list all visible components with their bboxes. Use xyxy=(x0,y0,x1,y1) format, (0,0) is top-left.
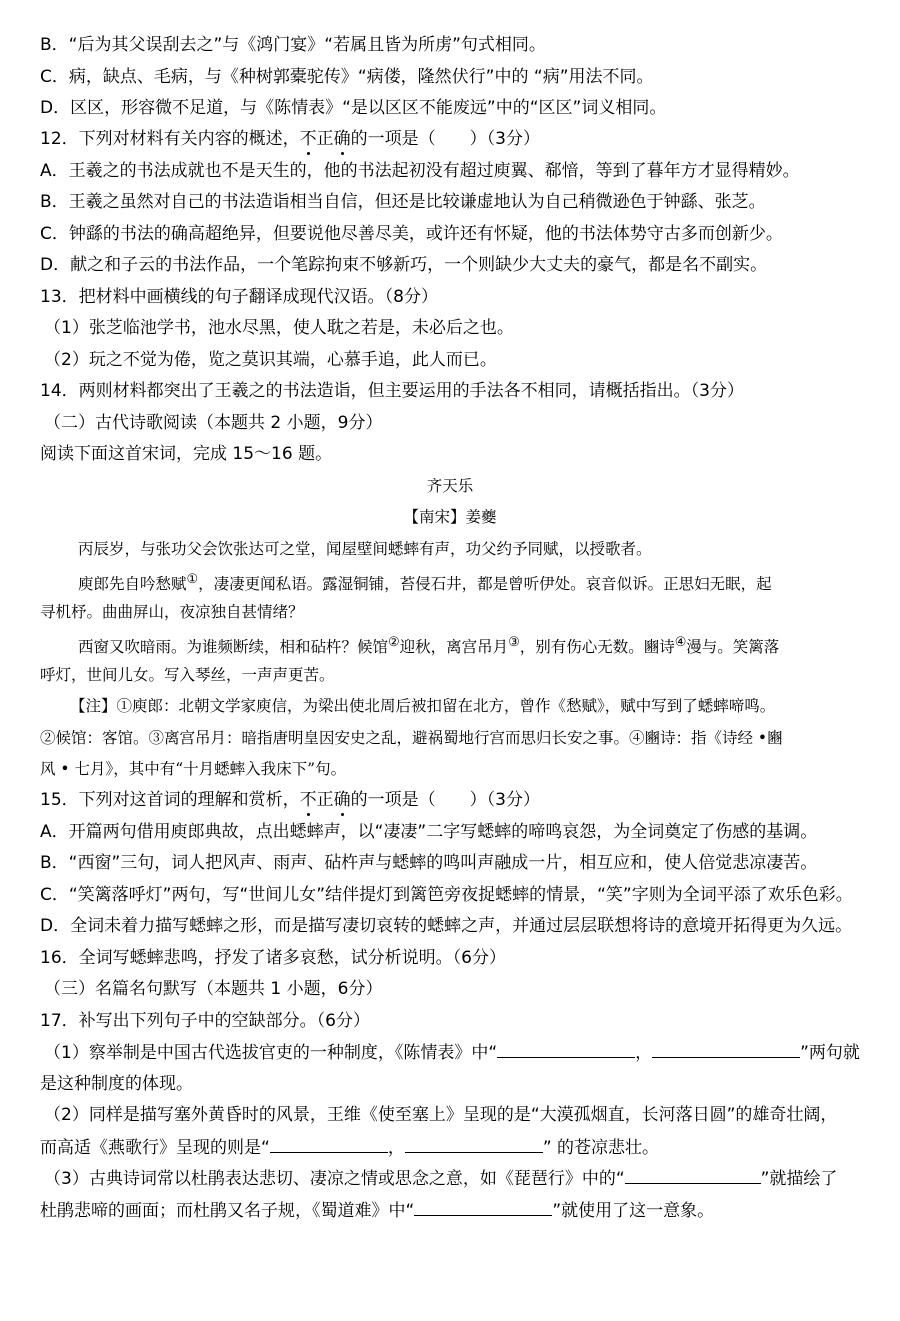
answer-blank[interactable] xyxy=(497,1041,635,1058)
option-12d: D．献之和子云的书法作品，一个笔踪拘束不够新巧，一个则缺少大丈夫的豪气，都是名不副实。 xyxy=(40,255,768,275)
question-14: 14．两则材料都突出了王羲之的书法造诣，但主要运用的手法各不相同，请概括指出。（3分） xyxy=(40,381,744,401)
question-12-text-mid: 正 xyxy=(316,129,334,149)
question-15 xyxy=(40,789,870,811)
poem-line: 寻机杼。曲曲屏山，夜凉独自甚情绪？ xyxy=(40,603,304,621)
poem-line xyxy=(78,569,900,595)
question-12-text: 12．下列对材料有关内容的概述， xyxy=(40,129,300,149)
poem-text: 西窗又吹暗雨。为谁频断续，相和砧杵？候馆 xyxy=(78,638,389,657)
emphasis-dot-char: 确 xyxy=(333,790,351,810)
poem-note: 风 • 七月》，其中有“十月蟋蟀入我床下”句。 xyxy=(40,760,347,778)
question-17-item-1-cont: 是这种制度的体现。 xyxy=(40,1074,193,1094)
section-heading-poetry: （二）古代诗歌阅读（本题共 2 小题，9分） xyxy=(44,413,383,433)
item-text: （3）古典诗词常以杜鹃表达悲切、凄凉之情或思念之意，如《琵琶行》中的“ xyxy=(44,1169,625,1189)
poem-text: ，凄凄更闻私语。露湿铜铺，苔侵石井，都是曾听伊处。哀音似诉。正思妇无眠，起 xyxy=(198,575,772,594)
question-12-text-post: 的一项是（ ）（3分） xyxy=(350,129,540,149)
emphasis-dot-char: 不 xyxy=(299,790,317,810)
question-16: 16．全词写蟋蟀悲鸣，抒发了诸多哀愁，试分析说明。（6分） xyxy=(40,948,506,968)
question-13-item-1: （1）张芝临池学书，池水尽黑，使人耽之若是，未必后之也。 xyxy=(44,318,514,338)
poem-note: ②候馆：客馆。③离宫吊月：暗指唐明皇因安史之乱，避祸蜀地行宫而思归长安之事。④豳诗：指《诗经 •豳 xyxy=(40,729,783,747)
poem-note: 【注】①庾郎：北朝文学家庾信，为梁出使北周后被扣留在北方，曾作《愁赋》，赋中写到了蟋蟀啼鸣。 xyxy=(70,697,776,715)
question-15-text-post: 的一项是（ ）（3分） xyxy=(350,790,540,810)
footnote-mark: ③ xyxy=(508,635,520,650)
answer-blank[interactable] xyxy=(405,1136,543,1153)
question-13: 13．把材料中画横线的句子翻译成现代汉语。（8分） xyxy=(40,287,438,307)
item-text: （1）察举制是中国古代选拔官吏的一种制度，《陈情表》中“ xyxy=(44,1043,498,1063)
item-text: ， xyxy=(635,1043,653,1063)
item-text: ， xyxy=(387,1138,405,1158)
section-heading-recitation: （三）名篇名句默写（本题共 1 小题，6分） xyxy=(44,979,383,999)
option-11d: D．区区，形容微不足道，与《陈情表》“是以区区不能废远”中的“区区”词义相同。 xyxy=(40,98,667,118)
question-12 xyxy=(40,128,870,150)
poem-preface: 丙辰岁，与张功父会饮张达可之堂，闻屋壁间蟋蟀有声，功父约予同赋，以授歌者。 xyxy=(78,540,652,558)
option-15a: A．开篇两句借用庾郎典故，点出蟋蟀声，以“凄凄”二字写蟋蟀的啼鸣哀怨，为全词奠定了伤感的基调。 xyxy=(40,822,818,842)
poem-text: ，别有伤心无数。豳诗 xyxy=(519,638,675,657)
item-text: ”就描绘了 xyxy=(760,1169,838,1189)
poem-line xyxy=(78,632,900,658)
emphasis-dot-char: 不 xyxy=(299,129,317,149)
option-15c: C．“笑篱落呼灯”两句，写“世间儿女”结伴提灯到篱笆旁夜捉蟋蟀的情景，“笑”字则为全词平添了欢乐色彩。 xyxy=(40,885,853,905)
question-13-item-2: （2）玩之不觉为倦，览之莫识其端，心慕手追，此人而已。 xyxy=(44,350,497,370)
question-17-item-2: （2）同样是描写塞外黄昏时的风景，王维《使至塞上》呈现的是“大漠孤烟直，长河落日圆”的雄奇壮阔， xyxy=(44,1105,838,1125)
item-text: 而高适《燕歌行》呈现的则是“ xyxy=(40,1138,270,1158)
question-15-text: 15．下列对这首词的理解和赏析， xyxy=(40,790,300,810)
item-text: ”两句就 xyxy=(800,1043,860,1063)
footnote-mark: ① xyxy=(186,572,199,587)
footnote-mark: ④ xyxy=(674,635,687,650)
option-15d: D．全词未着力描写蟋蟀之形，而是描写凄切哀转的蟋蟀之声，并通过层层联想将诗的意境开拓得更为久远。 xyxy=(40,916,853,936)
option-11c: C．病，缺点、毛病，与《种树郭橐驼传》“病偻，隆然伏行”中的 “病”用法不同。 xyxy=(40,67,654,87)
option-12c: C．钟繇的书法的确高超绝异，但要说他尽善尽美，或许还有怀疑，他的书法体势守古多而创新少。 xyxy=(40,224,783,244)
emphasis-dot-char: 确 xyxy=(333,129,351,149)
option-11b: B．“后为其父误刮去之”与《鸿门宴》“若属且皆为所虏”句式相同。 xyxy=(40,35,546,55)
answer-blank[interactable] xyxy=(414,1199,552,1216)
question-17-item-2-cont xyxy=(40,1136,870,1159)
poem-line: 呼灯，世间儿女。写入琴丝，一声声更苦。 xyxy=(40,666,335,684)
option-12a: A．王羲之的书法成就也不是天生的，他的书法起初没有超过庾翼、郗愔，等到了暮年方才显得精妙。 xyxy=(40,161,800,181)
question-17-item-3-cont xyxy=(40,1199,870,1222)
poem-text: 迎秋，离宫吊月 xyxy=(399,638,509,657)
answer-blank[interactable] xyxy=(270,1136,388,1153)
question-17-item-1 xyxy=(44,1041,874,1064)
poem-text: 漫与。笑篱落 xyxy=(686,638,780,657)
question-17: 17．补写出下列句子中的空缺部分。（6分） xyxy=(40,1011,370,1031)
question-17-item-3 xyxy=(44,1167,874,1190)
poem-author: 【南宋】姜夔 xyxy=(403,508,497,526)
poem-text: 庾郎先自吟愁赋 xyxy=(78,575,187,594)
question-15-text-mid: 正 xyxy=(316,790,334,810)
option-15b: B．“西窗”三句，词人把风声、雨声、砧杵声与蟋蟀的鸣叫声融成一片，相互应和，使人倍觉悲凉凄苦。 xyxy=(40,853,818,873)
answer-blank[interactable] xyxy=(625,1167,761,1184)
item-text: 杜鹃悲啼的画面；而杜鹃又名子规，《蜀道难》中“ xyxy=(40,1201,415,1221)
reading-instruction: 阅读下面这首宋词，完成 15～16 题。 xyxy=(40,444,333,464)
poem-title: 齐天乐 xyxy=(426,477,474,495)
answer-blank[interactable] xyxy=(652,1041,800,1058)
item-text: ” 的苍凉悲壮。 xyxy=(542,1138,660,1158)
footnote-mark: ② xyxy=(388,635,400,650)
item-text: ”就使用了这一意象。 xyxy=(552,1201,715,1221)
option-12b: B．王羲之虽然对自己的书法造诣相当自信，但还是比较谦虚地认为自己稍微逊色于钟繇、张芝。 xyxy=(40,192,766,212)
